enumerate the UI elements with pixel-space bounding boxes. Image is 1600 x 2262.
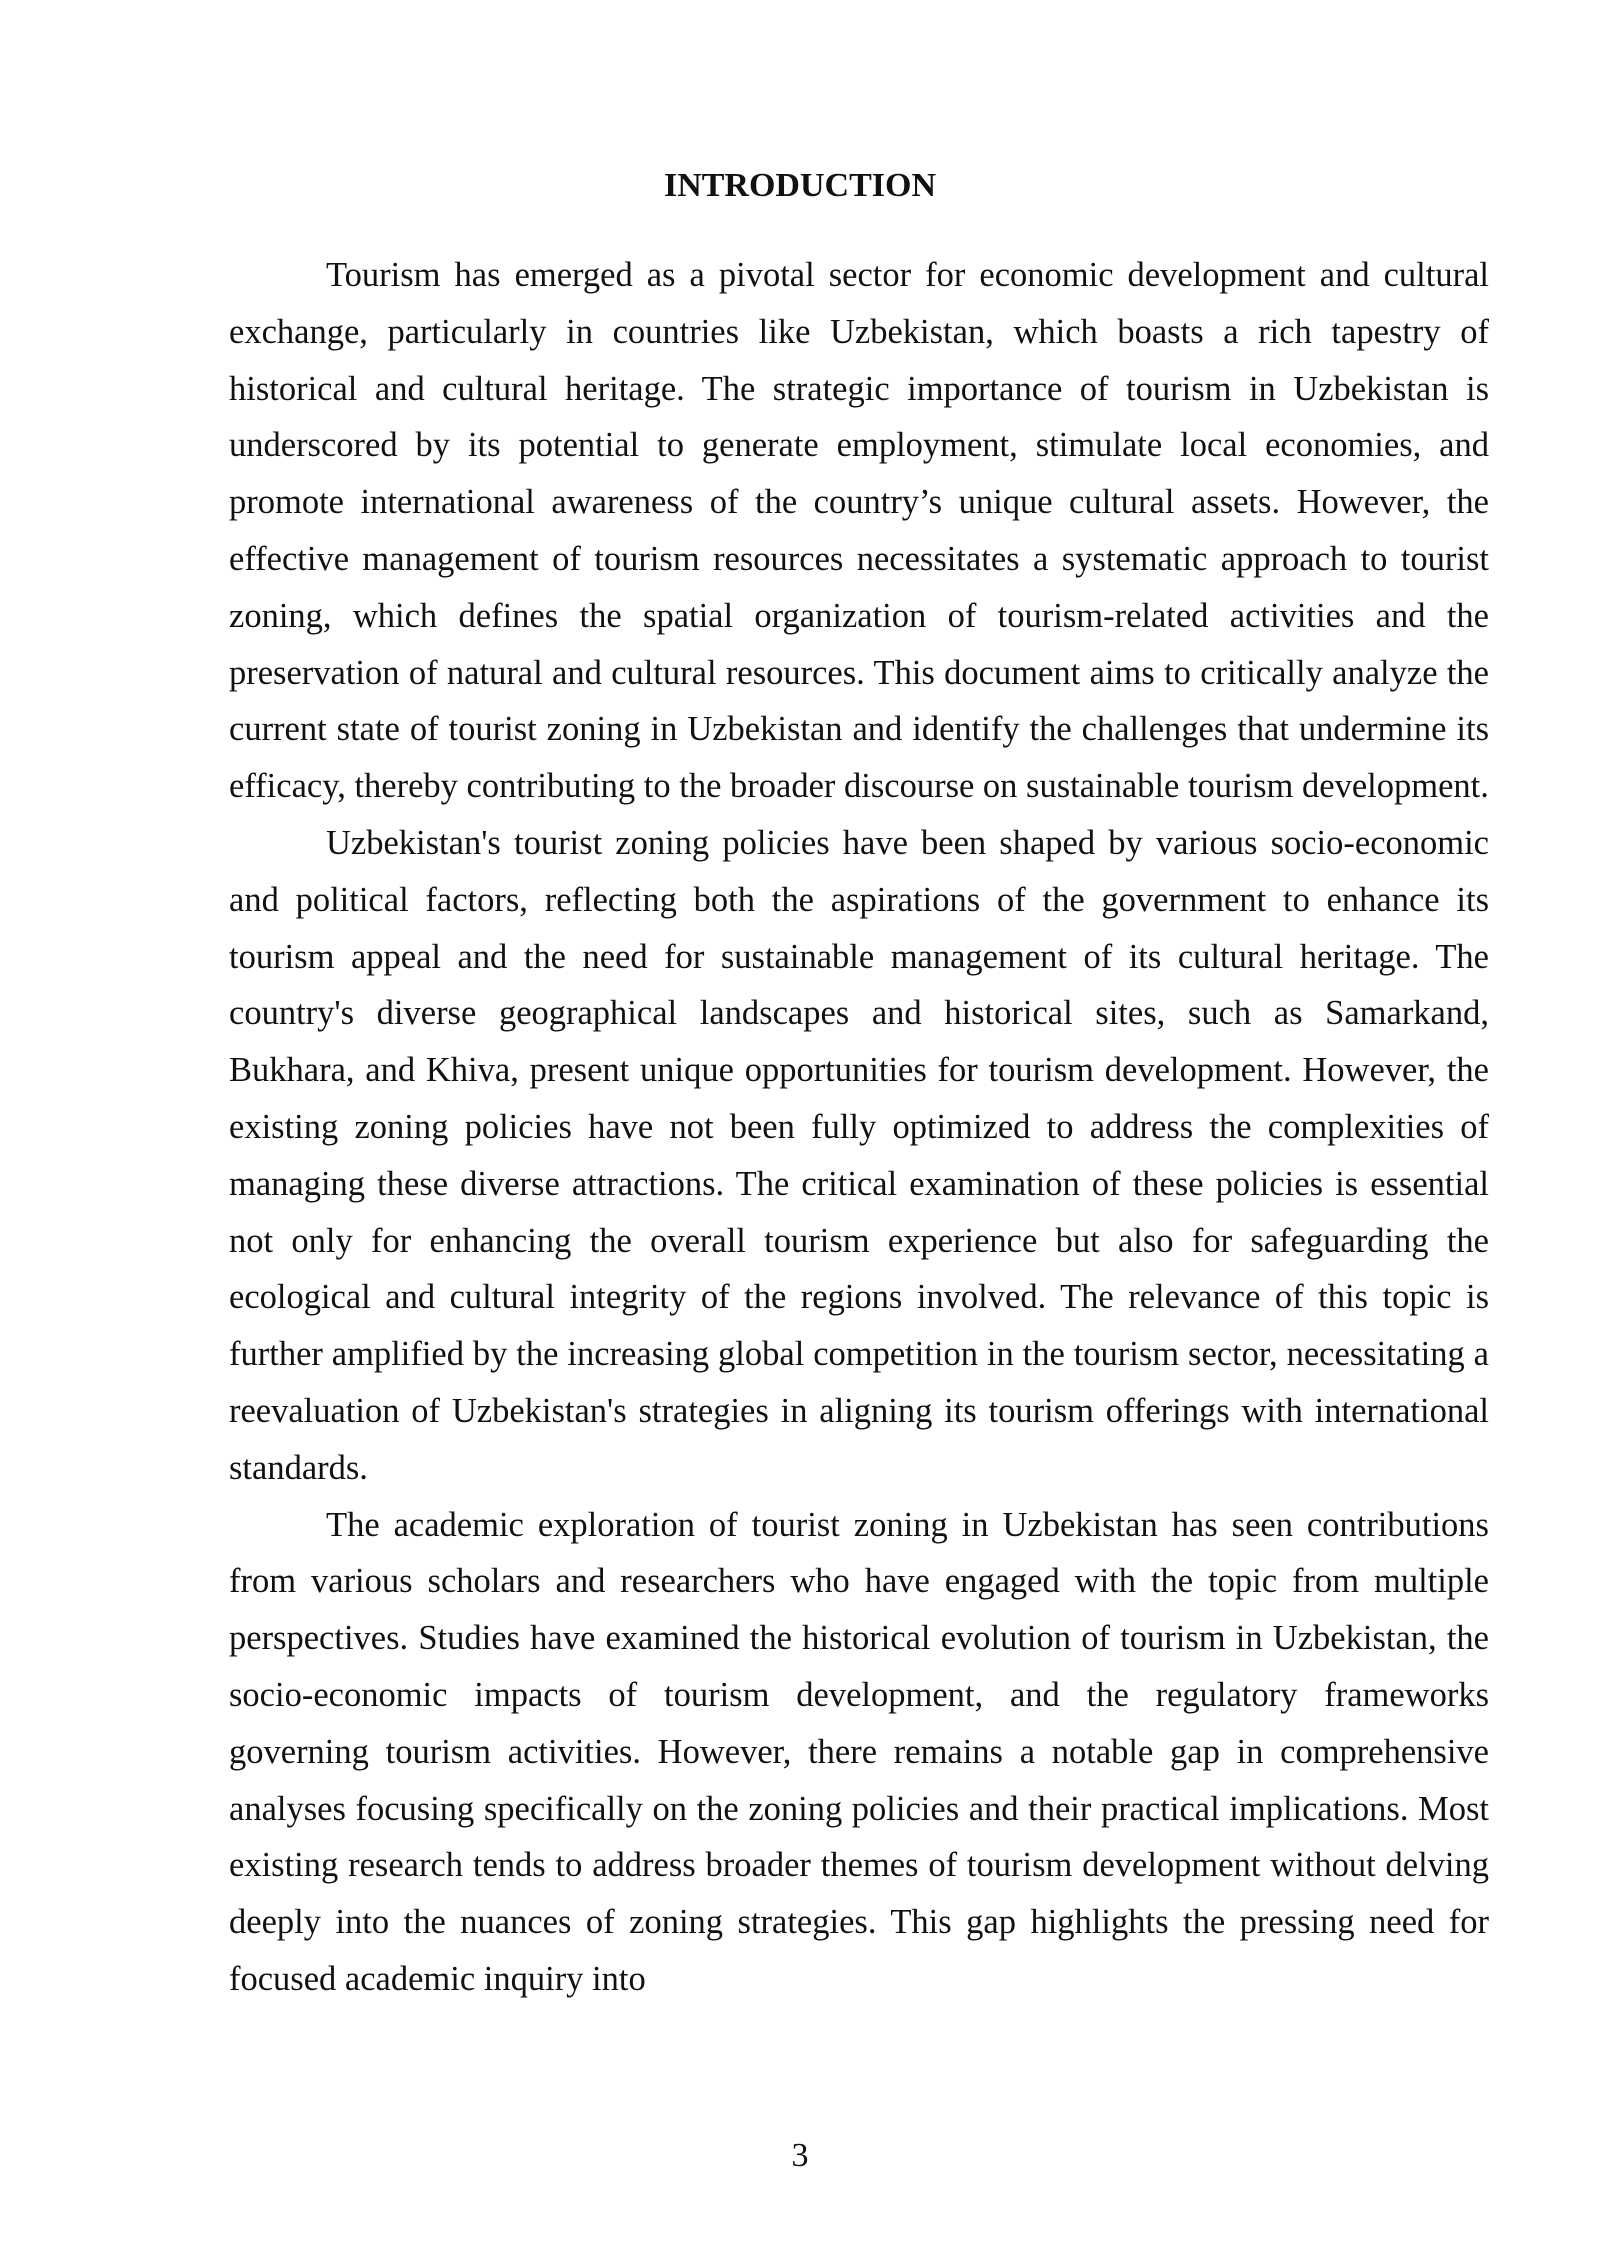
section-heading: INTRODUCTION — [663, 167, 937, 204]
page-number: 3 — [791, 2137, 809, 2174]
paragraph-1: Tourism has emerged as a pivotal sector for economic development and cultural exchange, particularly in countries like Uzbekistan, which boasts a rich tapestry of historical and cultural heritage. The strategic importance of tourism in Uzbekistan is underscored by its potential to generate employment, stimulate local economies, and promote international awareness of the country’s unique cultural assets. However, the effective management of tourism resources necessitates a systematic approach to tourist zoning, which defines the spatial organization of tourism-related activities and the preservation of natural and cultural resources. This document aims to critically analyze the current state of tourist zoning in Uzbekistan and identify the challenges that undermine its efficacy, thereby contributing to the broader discourse on sustainable tourism development. — [229, 256, 1489, 806]
paragraph-3: The academic exploration of tourist zoning in Uzbekistan has seen contributions from various scholars and researchers who have engaged with the topic from multiple perspectives. Studies have examined the historical evolution of tourism in Uzbekistan, the socio-economic impacts of tourism development, and the regulatory frameworks governing tourism activities. However, there remains a notable gap in comprehensive analyses focusing specifically on the zoning policies and their practical implications. Most existing research tends to address broader themes of tourism development without delving deeply into the nuances of zoning strategies. This gap highlights the pressing need for focused academic inquiry into — [229, 1505, 1489, 1998]
body-text — [229, 247, 1489, 2008]
paragraph-2: Uzbekistan's tourist zoning policies have been shaped by various socio-economic and political factors, reflecting both the aspirations of the government to enhance its tourism appeal and the need for sustainable management of its cultural heritage. The country's diverse geographical landscapes and historical sites, such as Samarkand, Bukhara, and Khiva, present unique opportunities for tourism development. However, the existing zoning policies have not been fully optimized to address the complexities of managing these diverse attractions. The critical examination of these policies is essential not only for enhancing the overall tourism experience but also for safeguarding the ecological and cultural integrity of the regions involved. The relevance of this topic is further amplified by the increasing global competition in the tourism sector, necessitating a reevaluation of Uzbekistan's strategies in aligning its tourism offerings with international standards. — [229, 823, 1489, 1487]
